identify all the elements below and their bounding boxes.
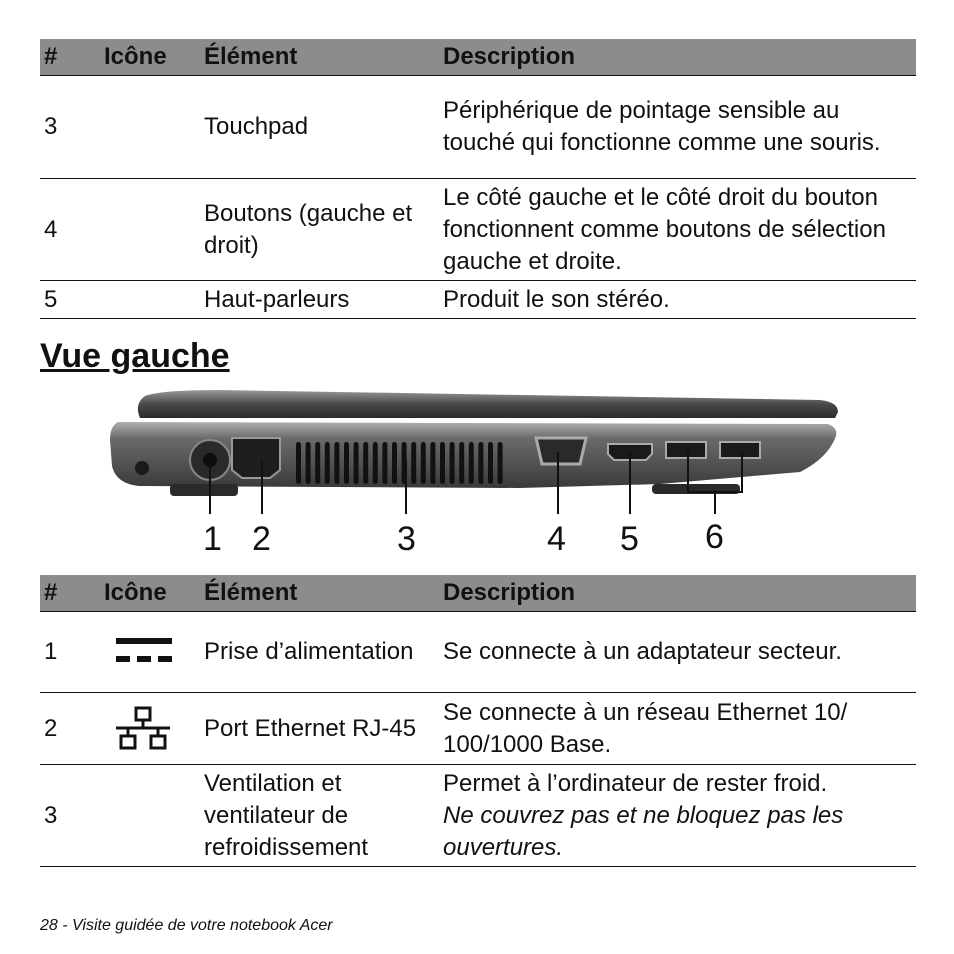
table-row bbox=[40, 693, 916, 765]
row-description: Produit le son stéréo. bbox=[439, 281, 916, 319]
row-element: Touchpad bbox=[200, 76, 439, 179]
header-icon: Icône bbox=[100, 575, 200, 612]
vent-slot bbox=[334, 442, 339, 484]
table-header-row bbox=[40, 575, 916, 612]
row-number: 3 bbox=[40, 76, 100, 179]
callout-1: 1 bbox=[203, 520, 222, 558]
usb-port bbox=[666, 442, 706, 458]
vent-slot bbox=[392, 442, 397, 484]
row-element: Boutons (gauche et droit) bbox=[200, 179, 439, 281]
callout-3: 3 bbox=[397, 520, 416, 558]
callout-2: 2 bbox=[252, 520, 271, 558]
page-footer: 28 - Visite guidée de votre notebook Acer bbox=[40, 917, 333, 934]
header-element: Élément bbox=[200, 575, 439, 612]
row-description: Se connecte à un adaptateur secteur. bbox=[439, 612, 916, 693]
callout-5: 5 bbox=[620, 520, 639, 558]
vent-slot bbox=[325, 442, 330, 484]
row-element: Haut-parleurs bbox=[200, 281, 439, 319]
row-icon bbox=[100, 765, 200, 867]
vent-slot bbox=[354, 442, 359, 484]
row-number: 1 bbox=[40, 612, 100, 693]
row-description: Se connecte à un réseau Ethernet 10/ 100/1000 Base. bbox=[439, 693, 916, 765]
security-lock-slot bbox=[135, 461, 149, 475]
vent-slot bbox=[382, 442, 387, 484]
header-description: Description bbox=[439, 575, 916, 612]
callout-6: 6 bbox=[705, 518, 724, 556]
row-number: 4 bbox=[40, 179, 100, 281]
left-view-components-table bbox=[40, 575, 916, 867]
table-row bbox=[40, 179, 916, 281]
vent-slot bbox=[363, 442, 368, 484]
vent-slot bbox=[315, 442, 320, 484]
vent-slot bbox=[411, 442, 416, 484]
vent-slot bbox=[478, 442, 483, 484]
vent-slot bbox=[450, 442, 455, 484]
row-element: Prise d’alimentation bbox=[200, 612, 439, 693]
row-number: 5 bbox=[40, 281, 100, 319]
table-row bbox=[40, 612, 916, 693]
row-description-note: Ne couvrez pas et ne bloquez pas les ouvertures. bbox=[443, 801, 844, 861]
header-number: # bbox=[40, 575, 100, 612]
vent-slot bbox=[488, 442, 493, 484]
row-icon bbox=[100, 612, 200, 693]
dc-power-icon bbox=[114, 634, 174, 670]
ethernet-network-icon bbox=[114, 706, 174, 752]
row-number: 2 bbox=[40, 693, 100, 765]
components-table-top bbox=[40, 39, 916, 319]
row-icon bbox=[100, 179, 200, 281]
row-element: Port Ethernet RJ-45 bbox=[200, 693, 439, 765]
vent-slot bbox=[421, 442, 426, 484]
row-element: Ventilation et ventilateur de refroidissement bbox=[200, 765, 439, 867]
vent-slot bbox=[373, 442, 378, 484]
vent-slot bbox=[296, 442, 301, 484]
vent-slot bbox=[344, 442, 349, 484]
usb-port bbox=[720, 442, 760, 458]
callout-4: 4 bbox=[547, 520, 566, 558]
row-description-text: Permet à l’ordinateur de rester froid. bbox=[443, 769, 828, 797]
table-header-row bbox=[40, 39, 916, 76]
table-row bbox=[40, 76, 916, 179]
header-number: # bbox=[40, 39, 100, 76]
row-icon bbox=[100, 693, 200, 765]
ethernet-port bbox=[232, 438, 280, 478]
row-number: 3 bbox=[40, 765, 100, 867]
header-description: Description bbox=[439, 39, 916, 76]
row-description: Périphérique de pointage sensible au touché qui fonctionne comme une souris. bbox=[439, 76, 916, 179]
vent-slot bbox=[469, 442, 474, 484]
vent-slot bbox=[430, 442, 435, 484]
laptop-lid bbox=[138, 390, 838, 418]
row-icon bbox=[100, 76, 200, 179]
row-icon bbox=[100, 281, 200, 319]
laptop-left-side-illustration bbox=[100, 388, 840, 560]
row-description: Le côté gauche et le côté droit du bouton fonctionnent comme boutons de sélection gauche et droite. bbox=[439, 179, 916, 281]
header-element: Élément bbox=[200, 39, 439, 76]
row-description bbox=[439, 765, 916, 867]
vent-slot bbox=[440, 442, 445, 484]
section-title: Vue gauche bbox=[40, 337, 230, 375]
vent-slot bbox=[498, 442, 503, 484]
laptop-foot bbox=[170, 484, 238, 496]
vga-port bbox=[536, 438, 586, 464]
header-icon: Icône bbox=[100, 39, 200, 76]
vent-slot bbox=[306, 442, 311, 484]
table-row bbox=[40, 281, 916, 319]
table-row bbox=[40, 765, 916, 867]
vent-slot bbox=[459, 442, 464, 484]
